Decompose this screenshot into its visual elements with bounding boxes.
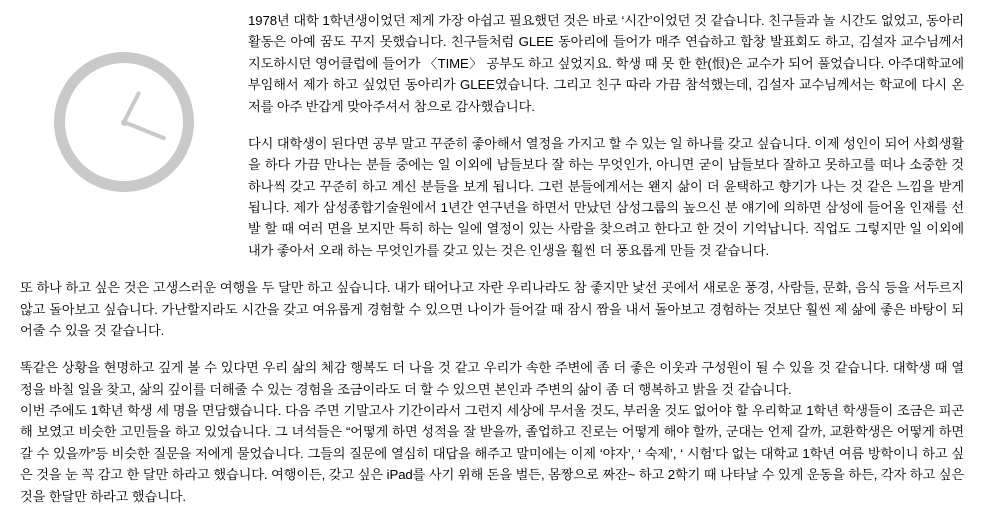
clock-icon [54,52,194,192]
paragraph: 또 하나 하고 싶은 것은 고생스러운 여행을 두 달만 하고 싶습니다. 내가 태어나고 자란 우리나라도 참 좋지만 낯선 곳에서 새로운 풍경, 사람들, 문화, 음식 등을 서두르지 않고 돌아보고 싶습니다. 가난할지라도 시간을 갖고 여유롭게 경험할 수 있으면 나이가 들어갈 때 잠시 짬을 내서 돌아보고 경험하는 것보단 훨씬 제 삶에 좋은 바탕이 되어줄 수 있을 것 같습니다. [20,280,964,338]
paragraph: 다시 대학생이 된다면 공부 말고 꾸준히 좋아해서 열정을 가지고 할 수 있는 일 하나를 갖고 싶습니다. 이제 성인이 되어 사회생활을 하다 가끔 만나는 분들 중에는 일 이외에 남들보다 잘 하는 무엇인가, 아니면 굳이 남들보다 잘하고 못하고를 떠나 소중한 것 하나씩 갖고 꾸준히 하고 계신 분들을 보게 됩니다. 그런 분들에게서는 왠지 삶이 더 윤택하고 향기가 나는 것 같은 느낌을 받게 됩니다. 제가 삼성종합기술원에서 1년간 연구년을 하면서 만났던 삼성그룹의 높으신 분 얘기에 의하면 삼성에 들어올 인재를 선발 할 때 여러 면을 보지만 특히 하는 일에 열정이 있는 사람을 찾으려고 한다고 한 것이 기억납니다. 직업도 그렇지만 일 이외에 내가 좋아서 오래 하는 무엇인가를 갖고 있는 것은 인생을 훨씬 더 풍요롭게 만들 것 같습니다. [248,135,964,258]
paragraph: 이번 주에도 1학년 학생 세 명을 면담했습니다. 다음 주면 기말고사 기간이라서 그런지 세상에 무서울 것도, 부러울 것도 없어야 할 우리학교 1학년 학생들이 조금은 피곤해 보였고 비슷한 고민들을 하고 있었습니다. 그 녀석들은 “어떻게 하면 성적을 잘 받을까, 졸업하고 진로는 어떻게 해야 할까, 군대는 언제 갈까, 교환학생은 어떻게 하면 갈 수 있을까”등 비슷한 질문을 저에게 물었습니다. 그들의 질문에 열심히 대답을 해주고 말미에는 이제 ‘야자’, ‘ 숙제’, ‘ 시험’다 없는 대학교 1학년 여름 방학이니 하고 싶은 것을 눈 꼭 감고 한 달만 하라고 했습니다. 여행이든, 갖고 싶은 iPad를 사기 위해 돈을 벌든, 몸짱으로 짜잔~ 하고 2학기 때 나타날 수 있게 운동을 하든, 각자 하고 싶은 것을 한달만 하라고 했습니다. [20,403,964,504]
clock-center-dot [121,119,128,126]
paragraph: 똑같은 상황을 현명하고 깊게 볼 수 있다면 우리 삶의 체감 행복도 더 나을 것 같고 우리가 속한 주변에 좀 더 좋은 이웃과 구성원이 될 수 있을 것 같습니다. 대학생 때 열정을 바칠 일을 찾고, 삶의 깊이를 더해줄 수 있는 경험을 조금이라도 더 할 수 있으면 본인과 주변의 삶이 좀 더 행복하고 밝을 것 같습니다. [20,360,964,397]
intro-text-column [248,0,982,277]
clock-minute-hand [121,119,166,140]
figure-column [0,0,248,192]
body-text-column [0,277,982,507]
paragraph: 1978년 대학 1학년생이었던 제게 가장 아쉽고 필요했던 것은 바로 ‘시간’이었던 것 같습니다. 친구들과 놀 시간도 없었고, 동아리 활동은 아예 꿈도 꾸지 못했습니다. 친구들처럼 GLEE 동아리에 들어가 매주 연습하고 합창 발표회도 하고, 김설자 교수님께서 지도하시던 영어클럽에 들어가 〈TIME〉 공부도 하고 싶었지요. 학생 때 못 한 한(恨)은 교수가 되어 풀었습니다. 아주대학교에 부임해서 제가 하고 싶었던 동아리가 GLEE였습니다. 그리고 친구 따라 가끔 참석했는데, 김설자 교수님께서는 학교에 다시 온 저를 아주 반갑게 맞아주셔서 참으로 감사했습니다. [248,13,964,114]
